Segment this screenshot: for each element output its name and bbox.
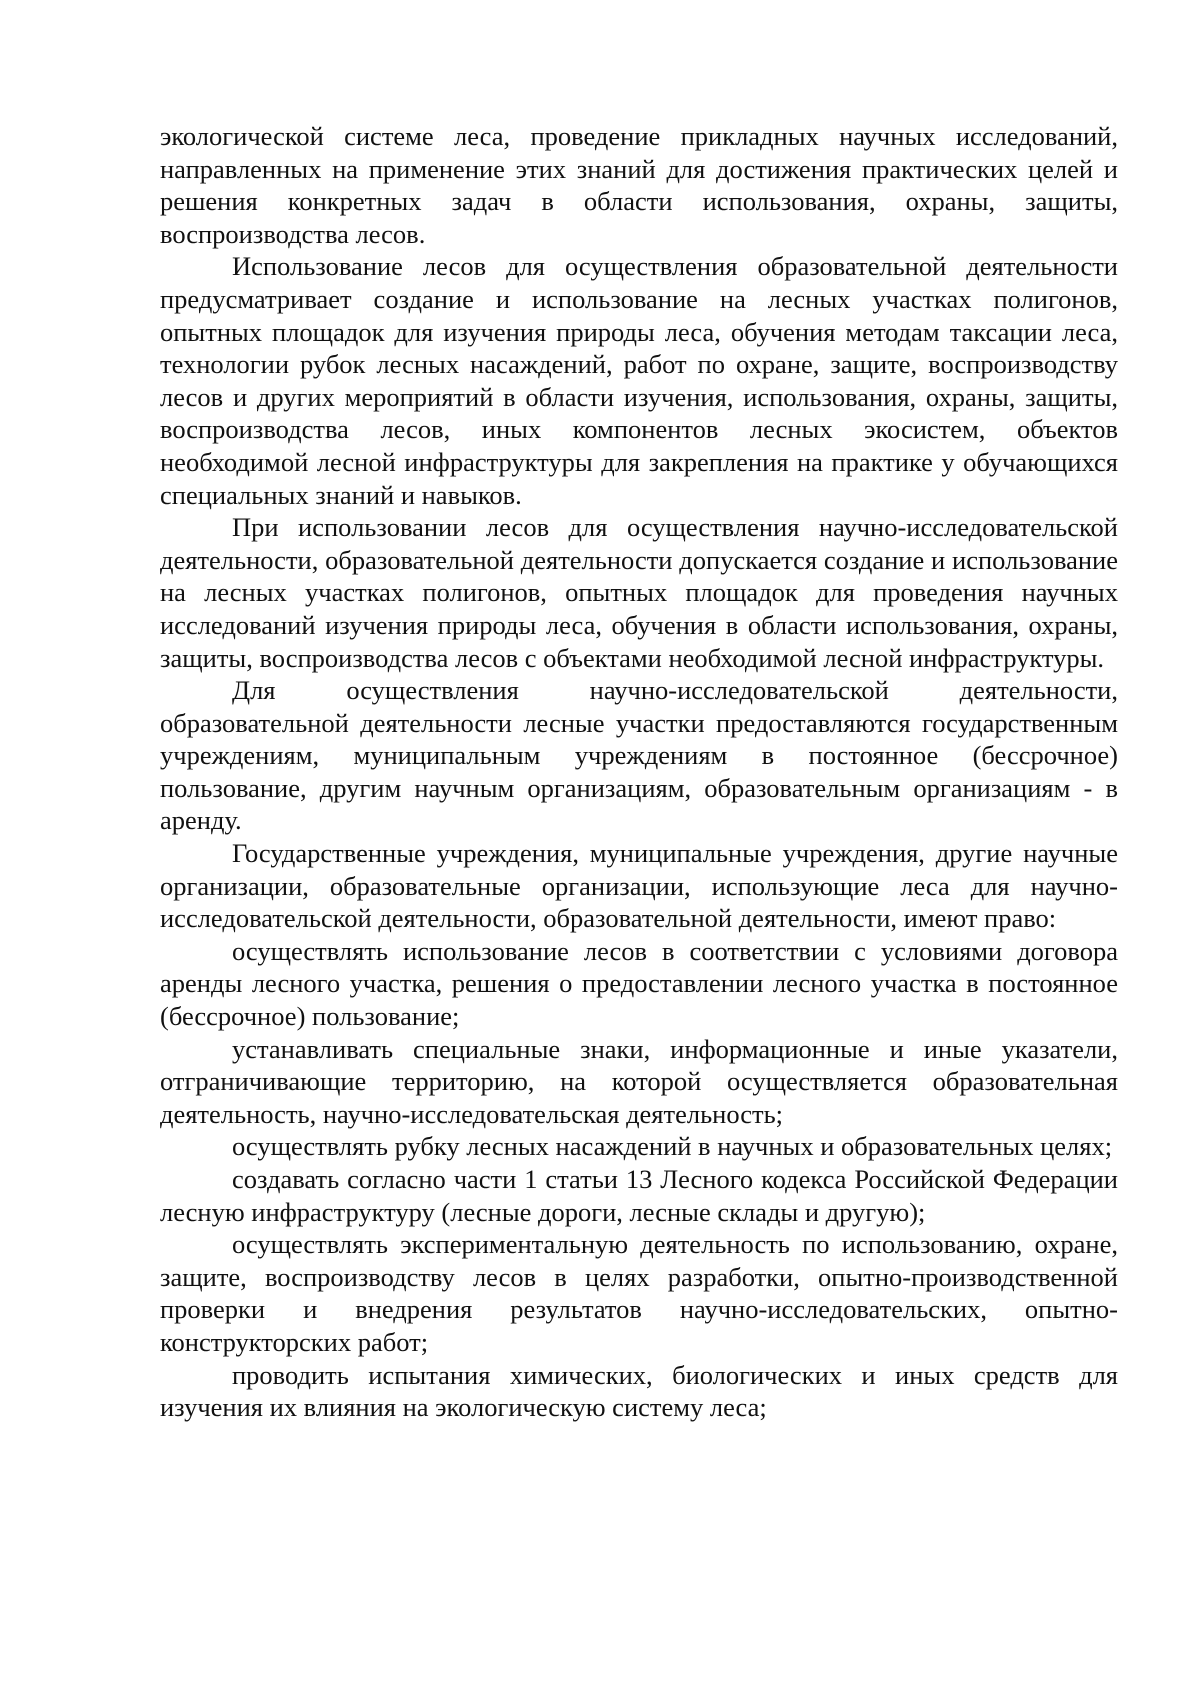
list-item-right: осуществлять экспериментальную деятельность по использованию, охране, защите, воспроизводству лесов в целях разработки, опытно-производственной проверки и внедрения результатов научно-исследовательских, опытно-конструкторских работ; <box>160 1229 1118 1357</box>
list-item-right: проводить испытания химических, биологических и иных средств для изучения их влияния на экологическую систему леса; <box>160 1359 1118 1423</box>
list-item-right: устанавливать специальные знаки, информационные и иные указатели, отграничивающие территорию, на которой осуществляется образовательная деятельность, научно-исследовательская деятельность; <box>160 1033 1118 1129</box>
paragraph-research-use: При использовании лесов для осуществления научно-исследовательской деятельности, образовательной деятельности допускается создание и использование на лесных участках полигонов, опытных площадок для проведения научных исследований изучения природы леса, обучения в области использования, охраны, защиты, воспроизводства лесов с объектами необходимой лесной инфраструктуры. <box>160 512 1118 673</box>
paragraph-plot-provision: Для осуществления научно-исследовательской деятельности, образовательной деятельности лесные участки предоставляются государственным учреждениям, муниципальным учреждениям в постоянное (бессрочное) пользование, другим научным организациям, образовательным организациям - в аренду. <box>160 675 1118 836</box>
list-item-right: осуществлять использование лесов в соответствии с условиями договора аренды лесного участка, решения о предоставлении лесного участка в постоянное (бессрочное) пользование; <box>160 935 1118 1032</box>
list-item-right: осуществлять рубку лесных насаждений в научных и образовательных целях; <box>232 1131 1113 1162</box>
list-item-right: создавать согласно части 1 статьи 13 Лесного кодекса Российской Федерации лесную инфраструктуру (лесные дороги, лесные склады и другую); <box>160 1164 1118 1227</box>
paragraph-rights-intro: Государственные учреждения, муниципальные учреждения, другие научные организации, образовательные организации, использующие леса для научно-исследовательской деятельности, образовательной деятельности, имеют право: <box>160 838 1118 934</box>
paragraph-continuation: экологической системе леса, проведение прикладных научных исследований, направленных на применение этих знаний для достижения практических целей и решения конкретных задач в области использования, охраны, защиты, воспроизводства лесов. <box>160 121 1118 249</box>
paragraph-educational-use: Использование лесов для осуществления образовательной деятельности предусматривает создание и использование на лесных участках полигонов, опытных площадок для изучения природы леса, обучения методам таксации леса, технологии рубок лесных насаждений, работ по охране, защите, воспроизводству лесов и других мероприятий в области изучения, использования, охраны, защиты, воспроизводства лесов, иных компонентов лесных экосистем, объектов необходимой лесной инфраструктуры для закрепления на практике у обучающихся специальных знаний и навыков. <box>160 251 1118 510</box>
document-body <box>160 120 1118 1424</box>
